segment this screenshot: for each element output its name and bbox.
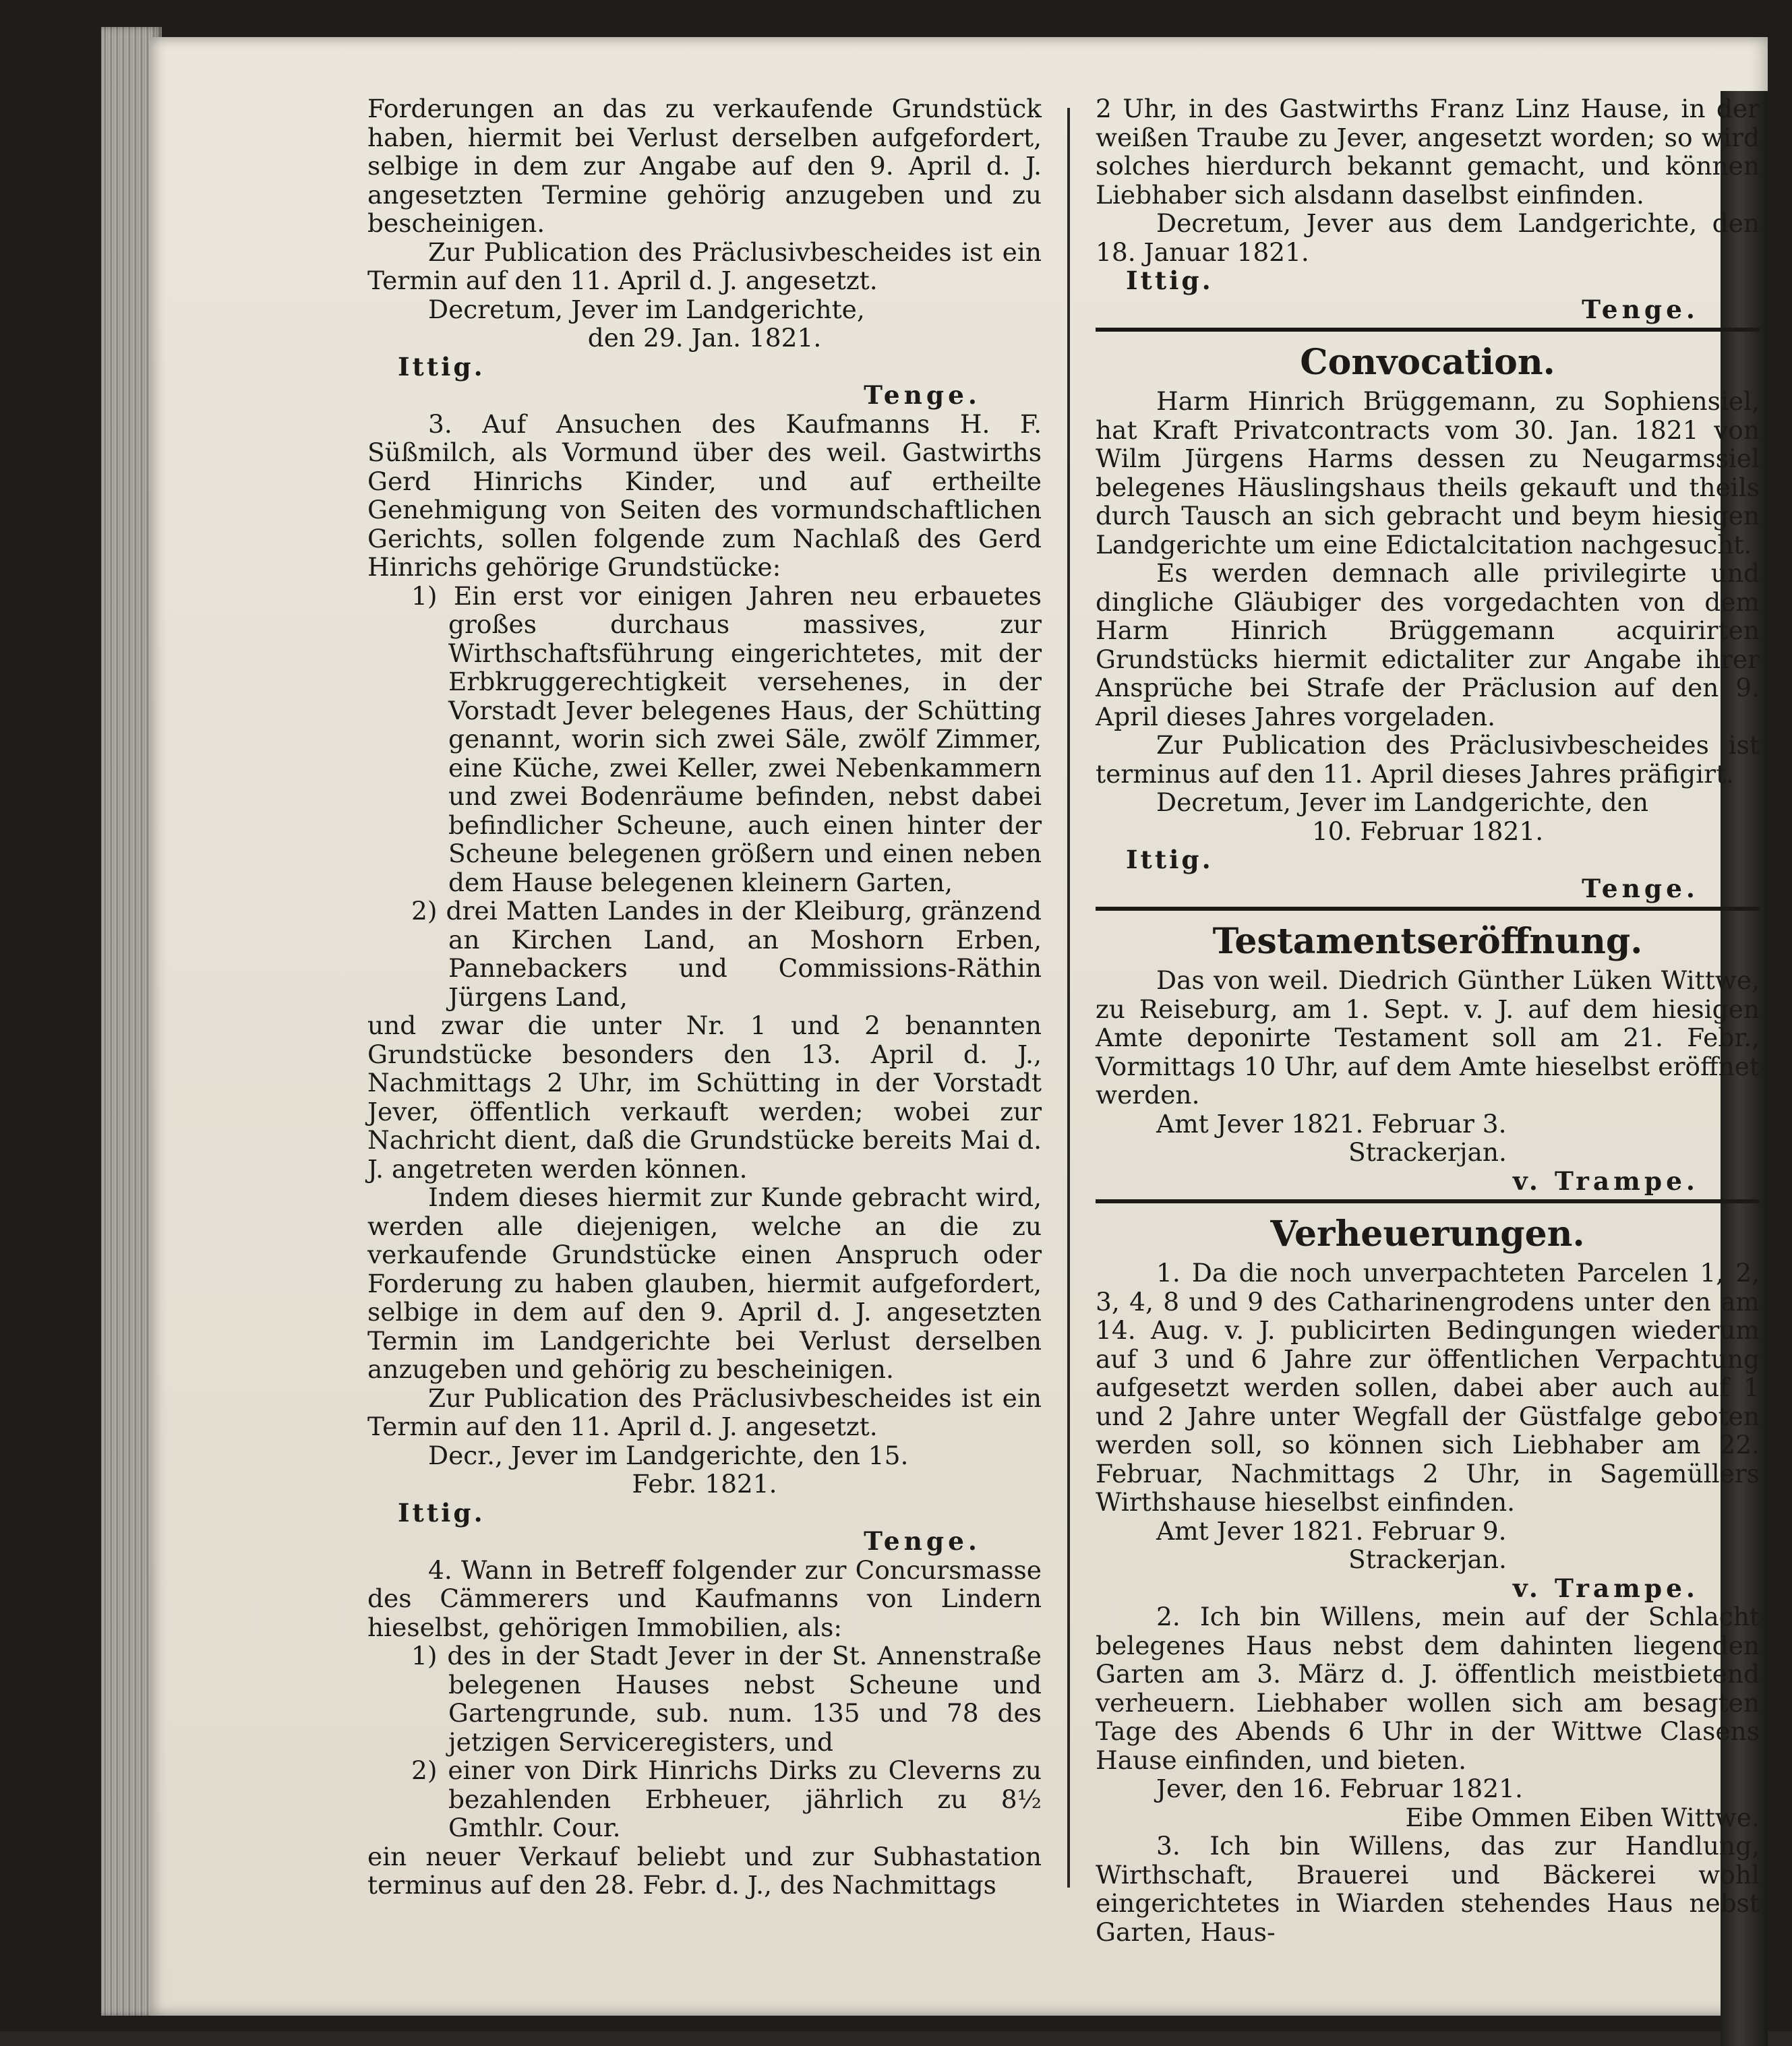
paragraph: und zwar die unter Nr. 1 und 2 benannten Grundstücke besonders den 13. April d. J., Nachmittags 2 Uhr, im Schütting in der Vorstadt Jever, öffentlich verkauft werden; wobei zur Nachricht dient, daß die Grundstücke bereits Mai d. J. angetreten werden können. xyxy=(367,1011,1042,1184)
paragraph: 1) des in der Stadt Jever in der St. Annenstraße belegenen Hauses nebst Scheune und Gartengrunde, sub. num. 135 und 78 des jetzigen Serviceregisters, und xyxy=(411,1641,1042,1757)
paragraph: 4. Wann in Betreff folgender zur Concursmasse des Cämmerers und Kaufmanns von Lindern hieselbst, gehörigen Immobilien, als: xyxy=(367,1555,1042,1642)
paragraph: Strackerjan. xyxy=(1348,1544,1507,1574)
paragraph: Harm Hinrich Brüggemann, zu Sophiensiel, hat Kraft Privatcontracts vom 30. Jan. 1821 von Wilm Jürgens Harms dessen zu Neugarmssiel belegenes Häuslingshaus theils gekauft und theils durch Tausch an sich gebracht und beym hiesigen Landgerichte um eine Edictalcitation nachgesucht. xyxy=(1096,386,1760,560)
paragraph: 2 Uhr, in des Gastwirths Franz Linz Hause, in der weißen Traube zu Jever, angesetzt worden; so wird solches hierdurch bekannt gemacht, und können Liebhaber sich alsdann daselbst einfinden. xyxy=(1096,94,1760,210)
paragraph: Strackerjan. xyxy=(1348,1137,1507,1167)
paragraph: Febr. 1821. xyxy=(632,1469,777,1499)
paragraph: Ittig. xyxy=(1126,845,1214,874)
paragraph: Zur Publication des Präclusivbescheides ist ein Termin auf den 11. April d. J. angesetzt. xyxy=(367,1383,1042,1441)
right-intro-notice xyxy=(1096,94,1760,324)
paragraph: Das von weil. Diedrich Günther Lüken Wittwe, zu Reiseburg, am 1. Sept. v. J. auf dem hiesigen Amte deponirte Testament soll am 21. Febr., Vormittags 10 Uhr, auf dem Amte hieselbst eröffnet werden. xyxy=(1096,965,1760,1110)
paragraph: Ittig. xyxy=(398,1497,485,1528)
paragraph: Decretum, Jever aus dem Landgerichte, den 18. Januar 1821. xyxy=(1096,208,1760,267)
paragraph: Tenge. xyxy=(1582,294,1699,324)
paragraph: Ittig. xyxy=(398,351,485,382)
right-column xyxy=(1096,94,1760,1946)
paragraph: Indem dieses hiermit zur Kunde gebracht wird, werden alle diejenigen, welche an die zu verkaufende Grundstücke einen Anspruch oder Forderung zu haben glauben, hiermit aufgefordert, selbige in dem auf den 9. April d. J. angesetzten Termin im Landgerichte bei Verlust derselben anzugeben und gehörig zu bescheinigen. xyxy=(367,1182,1042,1384)
left-column xyxy=(367,94,1042,1900)
paragraph: 1. Da die noch unverpachteten Parcelen 1, 2, 3, 4, 8 und 9 des Catharinengrodens unter den am 14. Aug. v. J. publicirten Bedingungen wiederum auf 3 und 6 Jahre zur öffentlichen Verpachtung aufgesetzt werden sollen, dabei aber auch auf 1 und 2 Jahre unter Wegfall der Güstfalge geboten werden soll, so können sich Liebhaber am 22. Februar, Nachmittags 2 Uhr, in Sagemüllers Wirthshause hieselbst einfinden. xyxy=(1096,1258,1760,1517)
paragraph: Zur Publication des Präclusivbescheides ist terminus auf den 11. April dieses Jahres präfigirt. xyxy=(1096,730,1760,789)
section-heading-testament: Testamentseröffnung. xyxy=(1212,921,1643,962)
convocation-body xyxy=(1096,387,1760,903)
paragraph: Decretum, Jever im Landgerichte, den xyxy=(1156,787,1649,817)
paragraph: 3. Auf Ansuchen des Kaufmanns H. F. Süßmilch, als Vormund über des weil. Gastwirths Gerd Hinrichs Kinder, und auf ertheilte Genehmigung von Seiten des vormundschaftlichen Gerichts, sollen folgende zum Nachlaß des Gerd Hinrichs gehörige Grundstücke: xyxy=(367,409,1042,582)
paragraph: den 29. Jan. 1821. xyxy=(587,323,822,353)
verheuerungen-body xyxy=(1096,1259,1760,1946)
paragraph: Tenge. xyxy=(864,380,981,410)
paragraph: Jever, den 16. Februar 1821. xyxy=(1156,1774,1523,1803)
paragraph: 1) Ein erst vor einigen Jahren neu erbauetes großes durchaus massives, zur Wirthschaftsführung eingerichtetes, mit der Erbkruggerechtigkeit versehenes, in der Vorstadt Jever belegenes Haus, der Schütting genannt, worin sich zwei Säle, zwölf Zimmer, eine Küche, zwei Keller, zwei Nebenkammern und zwei Bodenräume befinden, nebst dabei befindlicher Scheune, auch einen hinter der Scheune belegenen größern und einen neben dem Hause belegenen kleinern Garten, xyxy=(411,580,1042,897)
paragraph: 3. Ich bin Willens, das zur Handlung, Wirthschaft, Brauerei und Bäckerei wohl eingerichtetes in Wiarden stehendes Haus nebst Garten, Haus- xyxy=(1096,1831,1760,1947)
paragraph: Tenge. xyxy=(864,1526,981,1556)
section-heading-verheuerungen: Verheuerungen. xyxy=(1270,1213,1585,1255)
paragraph: Tenge. xyxy=(1582,873,1699,903)
paragraph: Decr., Jever im Landgerichte, den 15. xyxy=(428,1440,909,1470)
paragraph: Eibe Ommen Eiben Wittwe. xyxy=(1405,1802,1760,1832)
paragraph: Ittig. xyxy=(1126,266,1214,295)
section-rule xyxy=(1096,328,1760,332)
paragraph: Forderungen an das zu verkaufende Grundstück haben, hiermit bei Verlust derselben aufgefordert, selbige in dem zur Angabe auf den 9. April d. J. angesetzten Termine gehörig anzugeben und zu bescheinigen. xyxy=(367,94,1042,238)
section-rule xyxy=(1096,1199,1760,1203)
paragraph: 2) einer von Dirk Hinrichs Dirks zu Cleverns zu bezahlenden Erbheuer, jährlich zu 8½ Gmthlr. Cour. xyxy=(411,1755,1042,1842)
paragraph: Zur Publication des Präclusivbescheides ist ein Termin auf den 11. April d. J. angesetzt. xyxy=(367,237,1042,295)
paragraph: Amt Jever 1821. Februar 9. xyxy=(1156,1515,1507,1546)
testament-body xyxy=(1096,966,1760,1195)
paragraph: 2) drei Matten Landes in der Kleiburg, gränzend an Kirchen Land, an Moshorn Erben, Pannebackers und Commissions-Räthin Jürgens Land, xyxy=(411,896,1042,1012)
paragraph: v. Trampe. xyxy=(1512,1166,1699,1196)
section-heading-convocation: Convocation. xyxy=(1300,342,1555,383)
section-rule xyxy=(1096,907,1760,911)
paragraph: 10. Februar 1821. xyxy=(1311,816,1544,846)
column-divider xyxy=(1067,108,1070,1888)
paragraph: Decretum, Jever im Landgerichte, xyxy=(428,294,865,324)
paragraph: v. Trampe. xyxy=(1512,1573,1699,1603)
paragraph: Amt Jever 1821. Februar 3. xyxy=(1156,1108,1507,1139)
paragraph: Es werden demnach alle privilegirte und dingliche Gläubiger des vorgedachten von dem Harm Hinrich Brüggemann acquirirten Grundstücks hiermit edictaliter zur Angabe ihrer Ansprüche bei Strafe der Präclusion auf den 9. April dieses Jahres vorgeladen. xyxy=(1096,558,1760,731)
paragraph: ein neuer Verkauf beliebt und zur Subhastation terminus auf den 28. Febr. d. J., des Nachmittags xyxy=(367,1841,1042,1900)
paragraph: 2. Ich bin Willens, mein auf der Schlacht belegenes Haus nebst dem dahinten liegenden Garten am 3. März d. J. öffentlich meistbietend verheuern. Liebhaber wollen sich am besagten Tage des Abends 6 Uhr in der Wittwe Clasens Hause einfinden, und bieten. xyxy=(1096,1602,1760,1775)
